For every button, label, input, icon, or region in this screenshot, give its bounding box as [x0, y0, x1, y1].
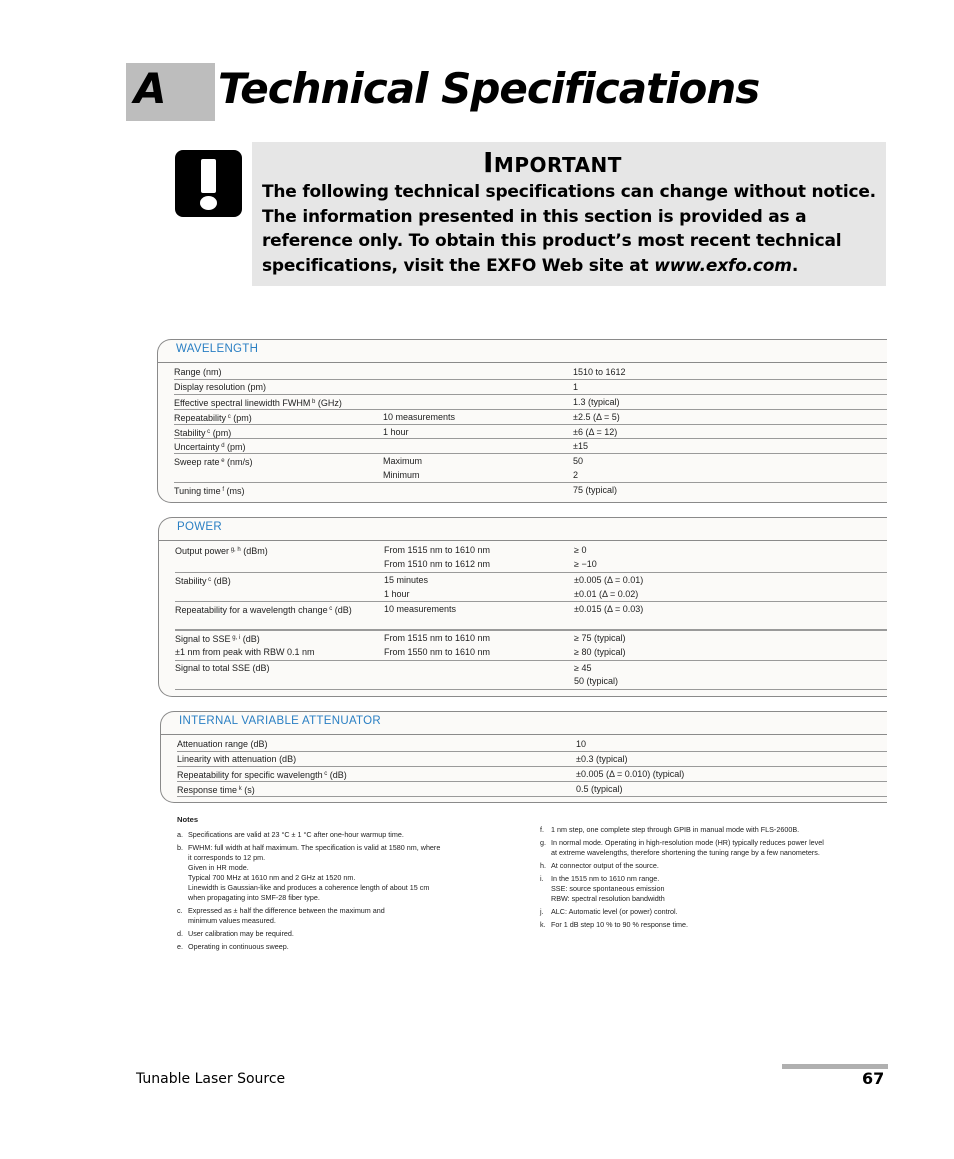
- spec-row: [175, 674, 887, 689]
- spec-row: [174, 438, 887, 454]
- note-item: [177, 929, 507, 939]
- spec-row: [174, 379, 887, 395]
- spec-value: 0.5 (typical): [576, 784, 623, 794]
- spec-value: ±15: [573, 441, 588, 451]
- spec-parameter: Uncertainty $^d$ (pm): [174, 442, 246, 452]
- spec-parameter: Effective spectral linewidth FWHM $^b$ (GHz): [174, 398, 342, 408]
- spec-row: [175, 587, 887, 602]
- note-reference: c: [327, 606, 333, 612]
- note-key: h.: [540, 861, 546, 870]
- note-key: d.: [177, 929, 183, 938]
- note-text: FWHM: full width at half maximum. The specification is valid at 1580 nm, where it corresponds to 12 pm. Given in HR mode. Typical 700 MHz at 1610 nm and 2 GHz at 1520 nm. Linewidth is Gaussian-like and produces a coherence length of about 15 cm when propagating into SMF-28 fiber type.: [188, 843, 441, 902]
- spec-parameter: Linearity with attenuation (dB): [177, 754, 297, 764]
- important-title: Important: [483, 146, 622, 179]
- page-number: 67: [862, 1069, 885, 1088]
- note-reference: d: [219, 443, 225, 449]
- spec-row: [174, 365, 887, 380]
- spec-condition: Maximum: [383, 456, 423, 466]
- note-reference: k: [237, 786, 242, 792]
- note-reference: f: [220, 487, 225, 493]
- note-item: [177, 830, 507, 840]
- spec-row: [177, 781, 887, 797]
- important-exclamation-icon: [175, 150, 242, 217]
- spec-value: ±2.5 (Δ = 5): [573, 412, 620, 422]
- note-reference: g, i: [230, 635, 241, 641]
- spec-value: 1: [573, 382, 579, 392]
- note-text: ALC: Automatic level (or power) control.: [551, 907, 678, 916]
- spec-condition: 1 hour: [383, 427, 409, 437]
- note-key: i.: [540, 874, 544, 883]
- spec-value: ±0.005 (Δ = 0.010) (typical): [576, 769, 685, 779]
- spec-row: [174, 482, 887, 498]
- spec-condition: From 1510 nm to 1612 nm: [384, 559, 491, 569]
- spec-parameter: Stability $^c$ (dB): [175, 576, 231, 586]
- note-key: e.: [177, 942, 183, 951]
- spec-row: [175, 543, 887, 558]
- spec-value: ≥ −10: [574, 559, 597, 569]
- note-key: j.: [540, 907, 544, 916]
- note-text: User calibration may be required.: [188, 929, 294, 938]
- power-heading: POWER: [177, 521, 222, 533]
- notes-title: Notes: [177, 815, 199, 824]
- spec-row: [174, 409, 887, 425]
- spec-value: ≥ 80 (typical): [574, 647, 626, 657]
- note-key: c.: [177, 906, 183, 915]
- spec-condition: From 1515 nm to 1610 nm: [384, 633, 491, 643]
- spec-row: [174, 468, 887, 483]
- spec-value: 1.3 (typical): [573, 397, 620, 407]
- spec-row: [177, 737, 887, 752]
- spec-condition: Minimum: [383, 470, 420, 480]
- spec-value: ±0.015 (Δ = 0.03): [574, 604, 644, 614]
- note-key: g.: [540, 838, 546, 847]
- spec-value: 50: [573, 456, 584, 466]
- spec-value: 50 (typical): [574, 676, 619, 686]
- attenuator-heading: INTERNAL VARIABLE ATTENUATOR: [179, 715, 382, 727]
- note-reference: c: [226, 414, 231, 420]
- spec-value: 2: [573, 470, 579, 480]
- note-text: Expressed as ± half the difference between the maximum and minimum values measured.: [188, 906, 385, 925]
- spec-condition: From 1515 nm to 1610 nm: [384, 545, 491, 555]
- spec-row: [175, 630, 887, 646]
- spec-condition: 15 minutes: [384, 575, 429, 585]
- spec-value: ≥ 45: [574, 663, 592, 673]
- spec-parameter: Stability $^c$ (pm): [174, 428, 232, 438]
- notes-left-list: [177, 830, 507, 952]
- spec-parameter: Attenuation range (dB): [177, 739, 268, 749]
- spec-row: [174, 453, 887, 469]
- spec-parameter: Signal to SSE $^{g, i}$ (dB): [175, 634, 260, 644]
- note-reference: b: [310, 399, 316, 405]
- note-item: [540, 874, 880, 904]
- spec-parameter: Range (nm): [174, 367, 222, 377]
- spec-value: 75 (typical): [573, 485, 618, 495]
- note-text: 1 nm step, one complete step through GPIB in manual mode with FLS-2600B.: [551, 825, 800, 834]
- spec-parameter: Signal to total SSE (dB): [175, 663, 270, 673]
- spec-value: ±6 (Δ = 12): [573, 427, 618, 437]
- note-item: [177, 906, 507, 926]
- spec-row: [174, 394, 887, 410]
- note-text: Specifications are valid at 23 °C ± 1 °C after one-hour warmup time.: [188, 830, 404, 839]
- spec-parameter: Output power $^{g, h}$ (dBm): [175, 546, 268, 556]
- spec-value: 10: [576, 739, 587, 749]
- note-reference: c: [322, 771, 328, 777]
- spec-parameter: Response time $^k$ (s): [177, 785, 255, 795]
- spec-condition: From 1550 nm to 1610 nm: [384, 647, 491, 657]
- note-item: [540, 920, 880, 930]
- spec-row: [177, 766, 887, 782]
- note-key: k.: [540, 920, 546, 929]
- note-text: For 1 dB step 10 % to 90 % response time.: [551, 920, 689, 929]
- attenuator-table: [160, 711, 887, 803]
- important-text: The following technical specifications can change without notice. The information presented in this section is provided as a reference only. To obtain this product’s most recent technical specifications, visit the EXFO Web site at www.exfo.com.: [262, 182, 876, 276]
- note-text: In normal mode. Operating in high-resolution mode (HR) typically reduces power level at extreme wavelengths, therefore shortening the tuning range by a few nanometers.: [551, 838, 824, 857]
- spec-condition: 10 measurements: [384, 604, 457, 614]
- spec-row: [175, 601, 887, 617]
- note-item: [540, 861, 880, 871]
- spec-row: [175, 645, 887, 660]
- note-key: a.: [177, 830, 183, 839]
- spec-parameter: Repeatability for a wavelength change $^c$ (dB): [175, 605, 352, 615]
- spec-parameter: Tuning time $^f$ (ms): [174, 486, 245, 496]
- note-item: [177, 942, 507, 952]
- spec-value: ±0.005 (Δ = 0.01): [574, 575, 644, 585]
- notes-left: [177, 815, 507, 955]
- chapter-letter: A: [134, 64, 167, 113]
- spec-condition: 1 hour: [384, 589, 410, 599]
- power-table: [158, 517, 887, 697]
- chapter-title: Technical Specifications: [218, 64, 760, 113]
- spec-value: ≥ 75 (typical): [574, 633, 626, 643]
- exfo-url-link[interactable]: www.exfo.com: [654, 255, 792, 276]
- wavelength-table: [157, 339, 887, 503]
- note-text: Operating in continuous sweep.: [188, 942, 289, 951]
- note-item: [540, 825, 880, 835]
- note-reference: g, h: [229, 547, 241, 553]
- spec-parameter: Repeatability $^c$ (pm): [174, 413, 252, 423]
- note-item: [540, 907, 880, 917]
- note-text: At connector output of the source.: [551, 861, 659, 870]
- spec-value: 1510 to 1612: [573, 367, 626, 377]
- spec-value: ±0.3 (typical): [576, 754, 628, 764]
- spec-row: [175, 557, 887, 572]
- spec-condition: 10 measurements: [383, 412, 456, 422]
- spec-parameter: ±1 nm from peak with RBW 0.1 nm: [175, 647, 315, 657]
- spec-parameter: Repeatability for specific wavelength $^c$ (dB): [177, 770, 347, 780]
- note-reference: c: [206, 577, 212, 583]
- note-text: In the 1515 nm to 1610 nm range. SSE: source spontaneous emission RBW: spectral resolution bandwidth: [551, 874, 665, 903]
- spec-parameter: Display resolution (pm): [174, 382, 267, 392]
- wavelength-heading: WAVELENGTH: [176, 343, 259, 355]
- notes-right: [540, 825, 880, 933]
- note-item: [540, 838, 880, 858]
- spec-value: ±0.01 (Δ = 0.02): [574, 589, 639, 599]
- important-box: [252, 142, 886, 286]
- spec-value: ≥ 0: [574, 545, 587, 555]
- note-reference: c: [205, 429, 211, 435]
- note-key: f.: [540, 825, 544, 834]
- spec-row: [177, 751, 887, 767]
- spec-parameter: Sweep rate $^e$ (nm/s): [174, 457, 253, 467]
- note-reference: e: [219, 458, 225, 464]
- notes-right-list: [540, 825, 880, 930]
- footer-title: Tunable Laser Source: [136, 1071, 286, 1087]
- spec-row: [175, 572, 887, 588]
- note-key: b.: [177, 843, 183, 852]
- note-item: [177, 843, 507, 903]
